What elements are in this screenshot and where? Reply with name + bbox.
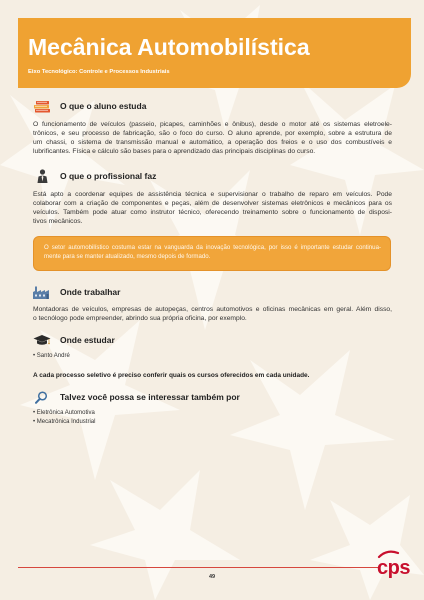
paragraph-line: colaborar com a criação de componentes e peças, além de desenvolver sistemas eletrônicos e mecânicos para os	[33, 200, 392, 207]
section-paragraph	[33, 305, 392, 323]
list-item: • Santo André	[33, 352, 70, 361]
section-paragraph	[33, 120, 392, 156]
section-heading: O que o profissional faz	[60, 171, 157, 181]
section-heading: Onde estudar	[60, 335, 115, 345]
footer-divider	[18, 567, 380, 568]
callout-line: mente para se manter atualizado, mesmo depois de formado.	[44, 252, 211, 260]
paragraph-line: tivos mecânicos.	[33, 218, 83, 225]
header-banner	[18, 18, 411, 88]
list-item: • Mecatrônica Industrial	[33, 418, 95, 427]
magnifier-icon	[35, 391, 48, 404]
paragraph-line: lubrificantes. Física e cálculo são bases para o aprendizado das principais disciplinas do curso.	[33, 148, 316, 155]
technological-axis: Eixo Tecnológico: Controle e Processos Industriais	[28, 69, 170, 75]
cps-logo	[376, 548, 414, 580]
paragraph-line: Montadoras de veículos, empresas de autopeças, centros automotivos e oficinas mecânicas em geral. Além disso,	[33, 306, 392, 313]
list-item: • Eletrônica Automotiva	[33, 409, 95, 418]
callout-line: O setor automobilístico costuma estar na vanguarda da inovação tecnológica, por isso é importante estudar continua-	[44, 243, 381, 251]
paragraph-line: trônicos, e seu processo de fabricação, são o foco do curso. O aluno aprende, por exemplo, sobre a estrutura de	[33, 130, 392, 137]
section-heading: Onde trabalhar	[60, 287, 121, 297]
paragraph-line: O funcionamento de veículos (passeio, picapes, caminhões e ônibus), desde o motor até os sistemas eletroele-	[33, 121, 392, 128]
graduation-cap-icon	[33, 334, 51, 346]
books-icon	[34, 100, 51, 113]
selection-note: A cada processo seletivo é preciso conferir quais os cursos oferecidos em cada unidade.	[33, 371, 310, 379]
related-courses-list	[33, 409, 95, 427]
paragraph-line: veículos. Também pode atuar como instrutor técnico, oferecendo treinamento sobre o funcionamento de disposi-	[33, 209, 392, 216]
page-number: 49	[208, 574, 216, 580]
page-title: Mecânica Automobilística	[28, 34, 310, 60]
paragraph-line: Está apto a coordenar equipes de assistência técnica e supervisionar o trabalho de reparo em veículos. Pode	[33, 191, 392, 198]
factory-icon	[33, 286, 51, 299]
units-list	[33, 352, 70, 361]
highlight-callout	[33, 236, 391, 271]
section-heading: O que o aluno estuda	[60, 101, 147, 111]
paragraph-line: o tecnólogo pode empreender, abrindo sua própria oficina, por exemplo.	[33, 315, 247, 322]
professional-icon	[37, 169, 48, 183]
callout-text	[44, 243, 381, 261]
logo-text: cps	[377, 557, 410, 579]
section-paragraph	[33, 190, 392, 226]
section-heading: Talvez você possa se interessar também por	[60, 392, 240, 402]
paragraph-line: um chassi, o sistema de transmissão manual e automático, a operação dos freios e o uso dos combustíveis e	[33, 139, 392, 146]
